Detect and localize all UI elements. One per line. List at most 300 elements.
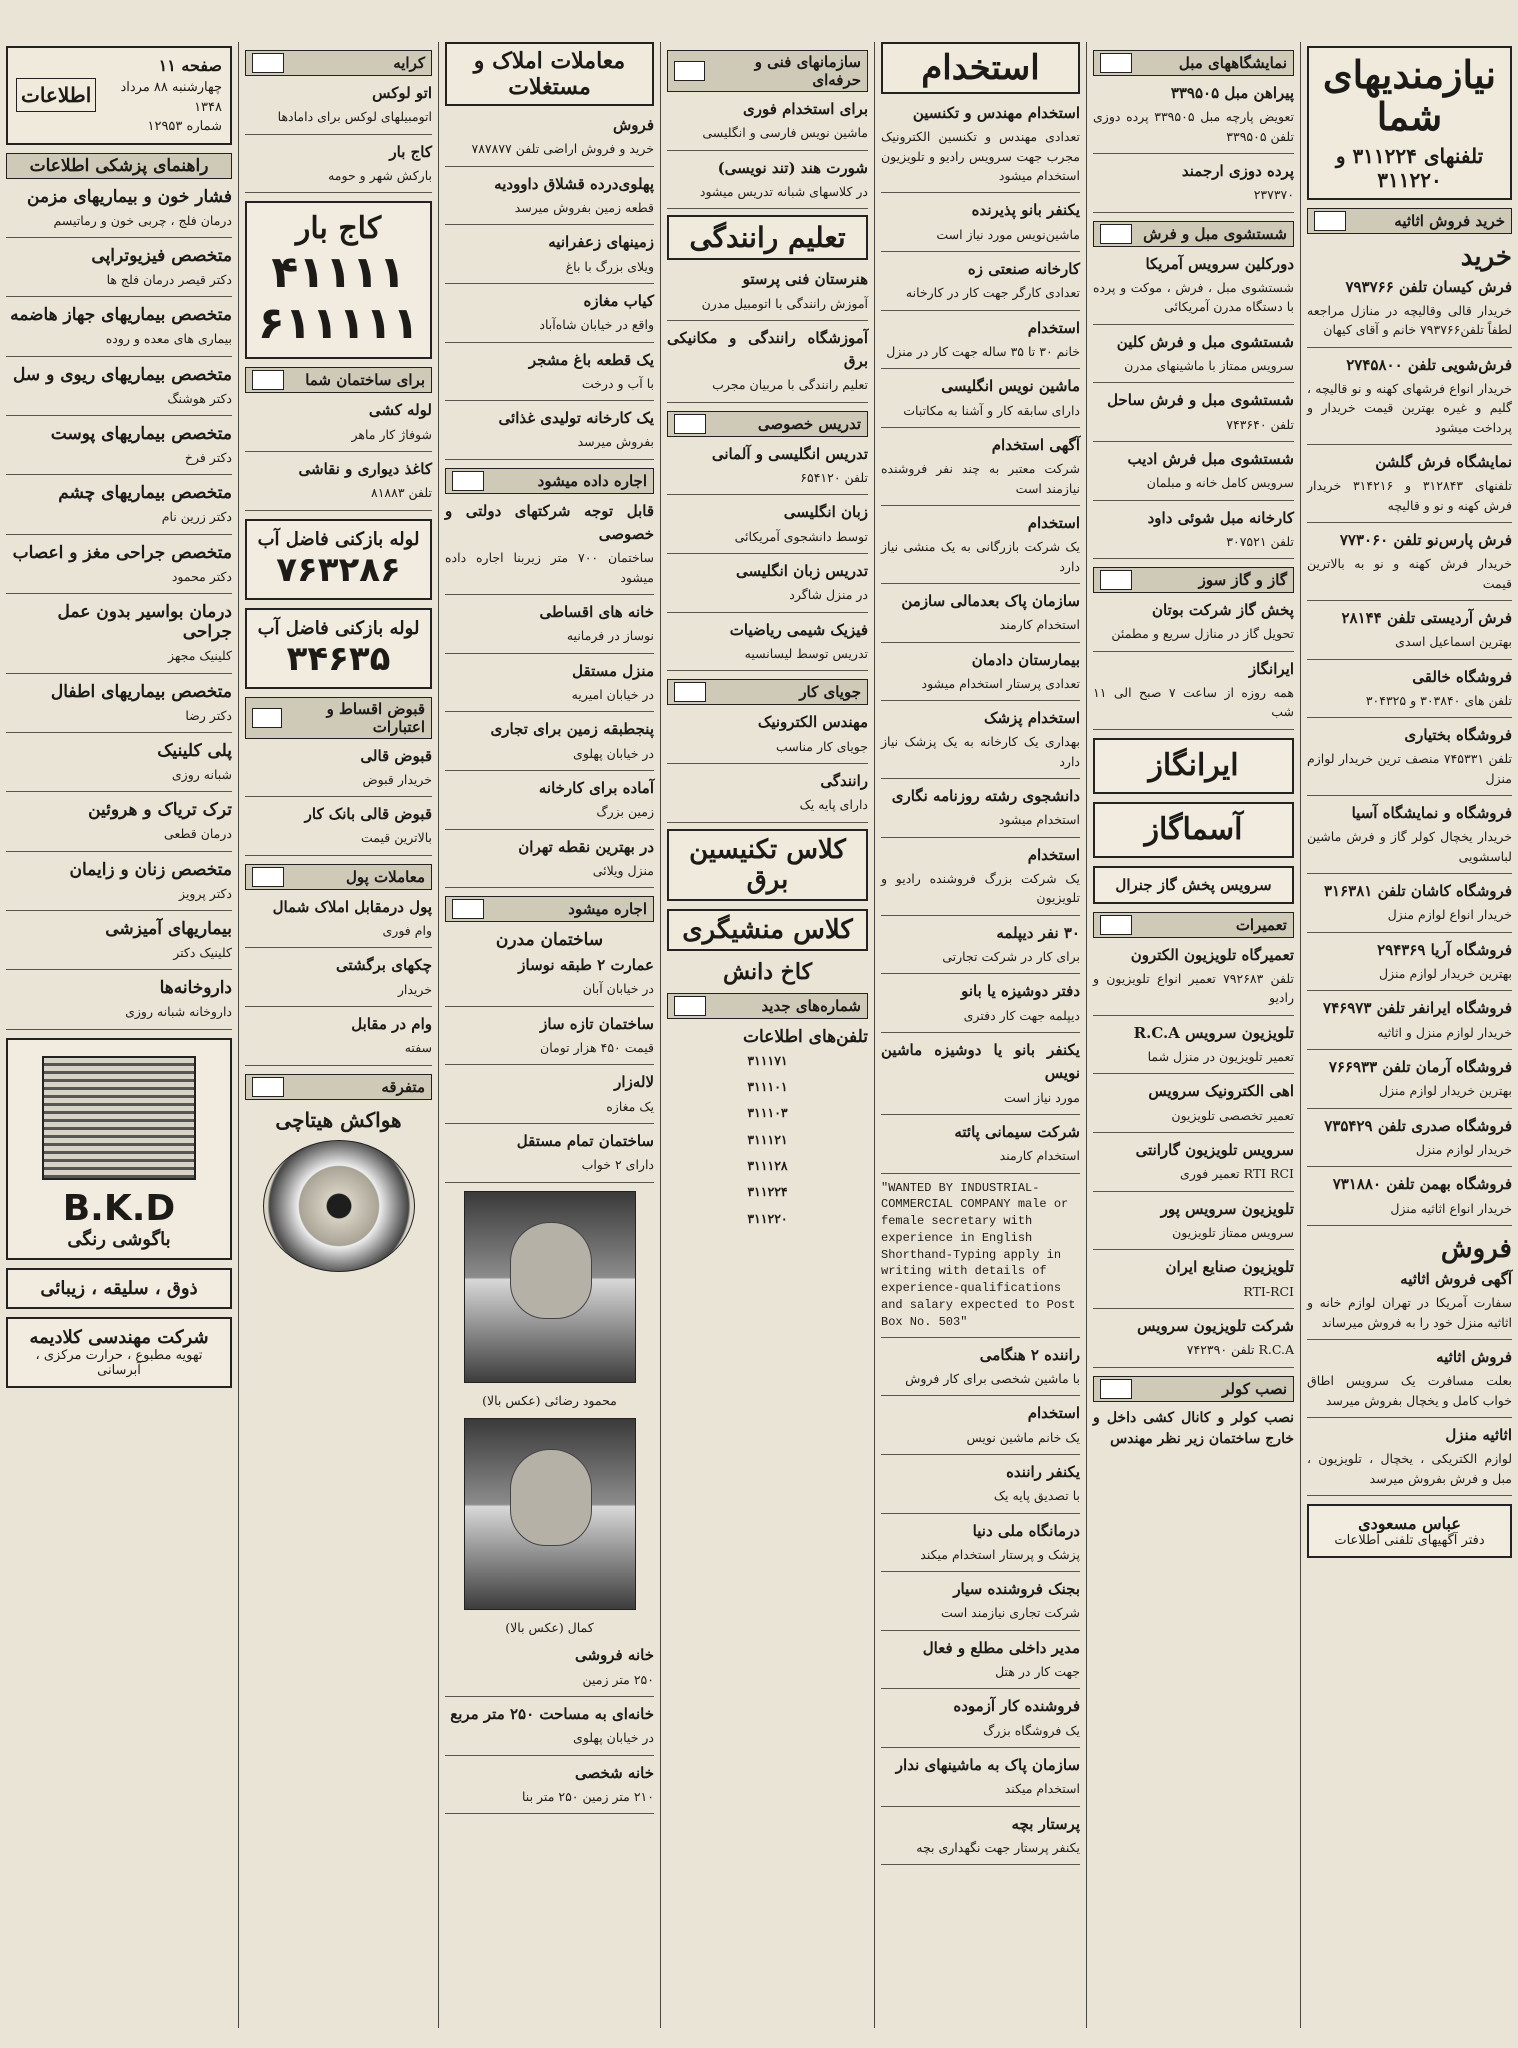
- divider: [881, 778, 1080, 779]
- ad-body: تعمیر تخصصی تلویزیون: [1171, 1107, 1294, 1123]
- divider: [445, 400, 654, 401]
- ribbon-exhibit: [1093, 50, 1294, 76]
- ad-title: فروشگاه بختیاری: [1404, 726, 1512, 745]
- divider: [445, 887, 654, 888]
- ribbon-medical: [6, 153, 232, 179]
- houses-list: [445, 1644, 654, 1814]
- ad-title: قبوض قالی: [360, 746, 432, 765]
- ad-body: یک خانم ماشین نویس: [966, 1429, 1080, 1445]
- ad-title: آموزشگاه رانندگی و مکانیکی برق: [667, 328, 868, 371]
- divider: [445, 829, 654, 830]
- classified-ad: [1307, 1346, 1512, 1410]
- ad-title: نمایشگاه فرش گلشن: [1375, 452, 1512, 471]
- ad-title: شورت هند (تند نویسی): [717, 158, 868, 177]
- divider: [667, 822, 868, 823]
- ad-body: تلفن ۷۹۲۶۸۳ تعمیر انواع تلویزیون و رادیو: [1093, 971, 1294, 1006]
- rent-list: [445, 500, 654, 888]
- ribbon-label: برای ساختمان شما: [305, 371, 425, 390]
- ad-body: در خیابان پهلوی: [573, 1730, 654, 1746]
- ad-body: بارکش شهر و حومه: [328, 167, 432, 183]
- classified-ad: [881, 844, 1080, 908]
- ad-body: استخدام میشود: [998, 812, 1080, 828]
- divider: [445, 459, 654, 460]
- ad-title: یکنفر راننده: [1006, 1462, 1080, 1481]
- ad-body: خریدار یخچال کولر گاز و فرش ماشین لباسشویی: [1307, 829, 1512, 864]
- classified-ad: [881, 1754, 1080, 1799]
- ad-title: دانشجوی رشته روزنامه نگاری: [891, 787, 1080, 806]
- ribbon-label: خرید فروش اثاثیه: [1394, 211, 1505, 230]
- medical-heading: درمان بواسیر بدون عمل جراحی: [57, 602, 232, 643]
- ad-title: استخدام: [1027, 513, 1080, 532]
- ad-body: ۲۵۰ متر زمین: [582, 1671, 654, 1687]
- ad-body: مورد نیاز است: [1003, 1089, 1080, 1105]
- phones-title: تلفن‌های اطلاعات: [743, 1026, 868, 1047]
- employment-list: [881, 102, 1080, 1174]
- ad-title: بجنک فروشنده سیار: [953, 1580, 1080, 1599]
- divider: [6, 969, 232, 970]
- ad-body: سفارت آمریکا در تهران لوازم خانه و اثاثیه منزل خود را به فروش میرساند: [1307, 1295, 1512, 1330]
- divider: [1093, 382, 1294, 383]
- divider: [1093, 153, 1294, 154]
- ribbon-rent: [445, 468, 654, 494]
- zoq-title: ذوق ، سلیقه ، زیبائی: [40, 1277, 198, 1299]
- classified-ad: [881, 102, 1080, 185]
- kaj-phone-2: ۶۱۱۱۱۱: [257, 298, 420, 350]
- divider: [6, 415, 232, 416]
- ad-body: ویلای بزرگ با باغ: [565, 258, 654, 274]
- fan-title: هواکش هیتاچی: [275, 1107, 402, 1132]
- column-rent-money: [238, 42, 438, 2028]
- ad-title: یک کارخانه تولیدی غذائی: [498, 409, 654, 428]
- ad-title: خانه فروشی: [574, 1646, 654, 1665]
- money-icon: [252, 867, 284, 887]
- ad-body: تلفن ۶۵۴۱۲۰: [800, 470, 868, 485]
- ribbon-wash: [1093, 221, 1294, 247]
- ad-body: جویای کار مناسب: [775, 738, 868, 754]
- gas-icon: [1100, 570, 1132, 590]
- classified-ad: [1093, 1256, 1294, 1301]
- face-silhouette: [510, 1222, 592, 1319]
- rent2-list: [445, 954, 654, 1183]
- ad-body: بهداری یک کارخانه به یک پزشک نیاز دارد: [881, 734, 1080, 769]
- medical-text: دکتر فرخ: [184, 450, 232, 465]
- classified-ad: [445, 173, 654, 218]
- phone-number: ۳۱۱۱۲۸: [747, 1158, 788, 1173]
- sell-list: [1307, 1268, 1512, 1496]
- car-icon: [252, 53, 284, 73]
- ribbon-label: شستشوی مبل و فرش: [1143, 224, 1287, 243]
- gear-icon: [674, 61, 705, 81]
- ad-title: اثاثیه منزل: [1445, 1425, 1512, 1444]
- ad-body: تعلیم رانندگی با مربیان مجرب: [712, 377, 868, 393]
- ad-title: فرش پارس‌نو تلفن ۷۷۳۰۶۰: [1339, 530, 1512, 549]
- divider: [445, 283, 654, 284]
- ad-title: استخدام: [1027, 318, 1080, 337]
- divider: [881, 192, 1080, 193]
- page-issue: شماره ۱۲۹۵۳: [147, 119, 222, 134]
- ad-title: منزل مستقل: [572, 661, 654, 680]
- box-text: دفتر آگهیهای تلفنی اطلاعات: [1334, 1532, 1485, 1548]
- medical-heading: متخصص بیماریهای پوست: [50, 424, 232, 444]
- house-icon: [452, 471, 484, 491]
- ad-body: سرویس ممتاز تلویزیون: [1172, 1224, 1294, 1240]
- divider: [667, 670, 868, 671]
- ribbon-gas: [1093, 567, 1294, 593]
- ad-body: تلفن ۷۴۵۳۳۱ منصف ترین خریدار لوازم منزل: [1307, 751, 1512, 786]
- classified-ad: [245, 82, 432, 127]
- ad-title: شستشوی مبل و فرش کلین: [1116, 332, 1294, 351]
- divider: [6, 534, 232, 535]
- divider: [245, 510, 432, 511]
- phone-number: ۳۱۱۲۲۴: [747, 1184, 788, 1200]
- phone-list: [667, 1051, 868, 1229]
- ad-body: اتومبیلهای لوکس برای دامادها: [277, 109, 432, 125]
- ad-body: بهترین اسماعیل اسدی: [1395, 634, 1512, 650]
- ad-title: تلویزیون سرویس R.C.A: [1133, 1023, 1294, 1042]
- ad-body: خرید و فروش اراضی تلفن ۷۸۷۸۷۷: [471, 141, 654, 157]
- classified-ad: [445, 1130, 654, 1175]
- ad-body: سرویس کامل خانه و مبلمان: [1146, 475, 1294, 491]
- divider: [1307, 659, 1512, 660]
- box-title: عباس مسعودی: [1358, 1513, 1461, 1533]
- ad-body: نوساز در فرمانیه: [566, 628, 654, 644]
- classified-ad: [667, 619, 868, 664]
- classified-ad: [245, 458, 432, 503]
- real-estate-banner: معاملات املاک و مستغلات: [445, 42, 654, 106]
- ad-body: لوازم الکتریکی ، یخچال ، تلویزیون ، مبل و فرش بفروش میرسد: [1307, 1451, 1512, 1486]
- ribbon-label: راهنمای پزشکی اطلاعات: [29, 155, 209, 176]
- ad-title: سرویس تلویزیون گارانتی: [1135, 1141, 1294, 1159]
- ad-title: شستشوی مبل فرش ادیب: [1127, 449, 1294, 468]
- divider: [445, 342, 654, 343]
- divider: [6, 474, 232, 475]
- sec-class-banner: کلاس منشیگری: [667, 909, 868, 951]
- misc-icon: [252, 1077, 284, 1097]
- ad-box-masoudi: [1307, 1504, 1512, 1558]
- ad-title: دفتر دوشیزه یا بانو: [961, 982, 1080, 1001]
- tech-class-banner: کلاس تکنیسین برق: [667, 829, 868, 901]
- divider: [6, 910, 232, 911]
- ad-title: فروشگاه ایرانفر تلفن ۷۴۶۹۷۳: [1323, 999, 1512, 1018]
- cooler-ad: نصب کولر و کانال کشی داخل و خارج ساختمان زیر نظر مهندس: [1093, 1409, 1294, 1448]
- ad-title: یک قطعه باغ مشجر: [528, 350, 654, 369]
- ad-body: تعویض پارچه مبل ۳۳۹۵۰۵ پرده دوزی تلفن ۳۳۹۵۰۵: [1093, 109, 1294, 144]
- ad-title: فروشنده کار آزموده: [953, 1697, 1080, 1716]
- divider: [881, 1571, 1080, 1572]
- ad-bkd: [6, 1038, 232, 1260]
- ad-title: شستشوی مبل و فرش ساحل: [1107, 391, 1294, 410]
- ribbon-rentcar: [245, 50, 432, 76]
- ad-title: آماده برای کارخانه: [538, 778, 654, 797]
- divider: [881, 1806, 1080, 1807]
- classified-ad: [881, 434, 1080, 498]
- ad-title: تعمیرگاه تلویزیون الکترون: [1130, 945, 1294, 964]
- ad-body: شوفاژ کار ماهر: [351, 426, 432, 442]
- divider: [1093, 441, 1294, 442]
- ribbon-label: قبوض اقساط و اعتبارات: [326, 699, 425, 736]
- classified-ad: [881, 1637, 1080, 1682]
- divider: [881, 1032, 1080, 1033]
- ad-body: یک شرکت بازرگانی به یک منشی نیاز دارد: [881, 539, 1080, 574]
- ad-body: استخدام کارمند: [999, 1148, 1080, 1164]
- kaladime-text: تهویه مطبوع ، حرارت مرکزی ، آبرسانی: [35, 1347, 203, 1378]
- medical-text: دکتر هوشنگ: [167, 390, 232, 406]
- classified-ad: [245, 1013, 432, 1058]
- divider: [881, 368, 1080, 369]
- classified-ad: [445, 836, 654, 881]
- divider: [6, 851, 232, 852]
- divider: [245, 855, 432, 856]
- classified-ad: [881, 1695, 1080, 1740]
- ad-body: تلفن های ۳۰۳۸۴۰ و ۳۰۴۳۲۵: [1365, 692, 1512, 708]
- classified-ad: [667, 327, 868, 395]
- divider: [445, 1123, 654, 1124]
- divider: [245, 947, 432, 948]
- buy-list: [1307, 276, 1512, 1226]
- ad-title: سازمان پاک به ماشینهای ندار: [895, 1756, 1080, 1775]
- ad-title: یکنفر بانو پذیرنده: [971, 201, 1080, 220]
- divider: [1307, 1166, 1512, 1167]
- ad-title: لاله‌زار: [614, 1073, 654, 1092]
- ad-body: خریدار انواع اثاثیه منزل: [1390, 1200, 1512, 1216]
- classified-ad: [881, 1344, 1080, 1389]
- divider: [445, 1696, 654, 1697]
- classified-ad: [881, 707, 1080, 771]
- ad-body: RTI RCI تعمیر فوری: [1180, 1166, 1294, 1182]
- classified-ad: [1307, 880, 1512, 925]
- classified-ad: [881, 512, 1080, 576]
- ad-title: آگهی استخدام: [991, 435, 1080, 454]
- ad-body: یکنفر پرستار جهت نگهداری بچه: [916, 1839, 1080, 1855]
- fan-icon: [263, 1140, 415, 1272]
- ad-body: سفته: [404, 1040, 432, 1056]
- ad-title: پرده دوزی ارجمند: [1181, 162, 1294, 180]
- divider: [881, 1630, 1080, 1631]
- divider: [1093, 651, 1294, 652]
- medical-text: دکتر پرویز: [179, 885, 232, 901]
- fazelab-title: لوله بازکنی فاضل آب: [257, 617, 420, 639]
- divider: [881, 1864, 1080, 1865]
- divider: [6, 237, 232, 238]
- buy-heading: خرید: [1460, 241, 1512, 272]
- classified-ad: [1307, 1115, 1512, 1160]
- classified-ad: [881, 1813, 1080, 1858]
- divider: [1307, 1339, 1512, 1340]
- ad-title: درمانگاه ملی دنیا: [972, 1521, 1080, 1540]
- divider: [6, 673, 232, 674]
- ad-body: خانم ۳۰ تا ۳۵ ساله جهت کار در منزل: [886, 343, 1080, 359]
- medical-heading: متخصص زنان و زایمان: [69, 859, 232, 880]
- ad-general-gas: [1093, 866, 1294, 904]
- receipt-icon: [252, 708, 282, 728]
- ad-body: در کلاسهای شبانه تدریس میشود: [699, 183, 868, 199]
- sell-heading: فروش: [1440, 1233, 1512, 1264]
- classified-ad: [881, 980, 1080, 1025]
- column-education: [660, 42, 874, 2028]
- ad-body: بهترین خریدار لوازم منزل: [1379, 966, 1512, 982]
- ad-body: ۲۳۷۳۷۰: [1253, 187, 1294, 203]
- column-employment: [874, 42, 1086, 2028]
- medical-text: دکتر محمود: [171, 568, 232, 584]
- general-title: سرویس پخش گاز جنرال: [1115, 875, 1272, 894]
- ad-body: وام فوری: [382, 923, 432, 938]
- divider: [881, 1337, 1080, 1338]
- classified-ad: [1307, 607, 1512, 652]
- divider: [6, 1029, 232, 1030]
- ad-zoq: [6, 1268, 232, 1309]
- ad-title: پخش گاز شرکت بوتان: [1151, 601, 1294, 620]
- classified-ad: [1093, 507, 1294, 552]
- classified-ad: [1093, 658, 1294, 722]
- medical-text: دکتر رضا: [185, 707, 232, 723]
- ad-title: هنرستان فنی پرستو: [742, 270, 868, 289]
- classified-ad: [881, 1461, 1080, 1506]
- ribbon-label: تعمیرات: [1235, 915, 1287, 934]
- ad-title: برای استخدام فوری: [743, 100, 868, 118]
- key-icon: [452, 899, 484, 919]
- medical-heading: متخصص بیماریهای جهاز هاضمه: [10, 305, 232, 326]
- ad-title: فروشگاه آرمان تلفن ۷۶۶۹۳۳: [1328, 1058, 1512, 1077]
- classified-ad: [881, 1520, 1080, 1565]
- ad-body: خریدار لوازم منزل: [1415, 1141, 1512, 1157]
- ad-title: فروشگاه صدری تلفن ۷۳۵۴۲۹: [1324, 1116, 1512, 1135]
- classified-ad: [1307, 451, 1512, 515]
- intercom-icon: [42, 1056, 196, 1180]
- ribbon-building: [245, 367, 432, 393]
- employment2-list: [881, 1344, 1080, 1866]
- ad-kaj-bar: [245, 201, 432, 359]
- classified-ad: [1093, 1022, 1294, 1067]
- ribbon-money: [245, 864, 432, 890]
- ribbon-label: نمایشگاههای مبل: [1178, 54, 1287, 72]
- divider: [445, 166, 654, 167]
- ribbon-label: اجاره میشود: [568, 900, 647, 919]
- classified-ad: [1093, 160, 1294, 205]
- ad-body: تعمیر تلویزیون در منزل شما: [1147, 1049, 1294, 1064]
- ad-body: شستشوی مبل ، فرش ، موکت و پرده با دستگاه مدرن آمریکائی: [1093, 279, 1294, 315]
- divider: [881, 1454, 1080, 1455]
- classified-ad: [881, 199, 1080, 244]
- classified-ad: [1307, 1056, 1512, 1101]
- divider: [667, 612, 868, 613]
- furniture-icon: [1314, 211, 1346, 231]
- divider: [881, 1747, 1080, 1748]
- classified-ad: [445, 349, 654, 394]
- ad-body: ۲۱۰ متر زمین ۲۵۰ متر بنا: [522, 1788, 654, 1804]
- divider: [445, 1182, 654, 1183]
- photo-person-2: [464, 1418, 636, 1610]
- divider: [881, 1114, 1080, 1115]
- divider: [881, 583, 1080, 584]
- medical-heading: ترک تریاک و هروئین: [88, 800, 232, 821]
- divider: [1093, 1249, 1294, 1250]
- ad-body: واقع در خیابان شاه‌آباد: [539, 317, 654, 333]
- ad-body: ماشین نویس فارسی و انگلیسی: [702, 125, 868, 141]
- ad-title: اهی الکترونیک سرویس: [1148, 1082, 1294, 1101]
- classified-ad: [245, 745, 432, 790]
- divider: [1307, 347, 1512, 348]
- ad-body: پزشک و پرستار استخدام میکند: [920, 1546, 1080, 1562]
- divider: [881, 915, 1080, 916]
- divider: [1307, 1049, 1512, 1050]
- kaj-phone-1: ۴۱۱۱۱: [271, 247, 406, 299]
- ad-body: بالاترین قیمت: [360, 830, 432, 846]
- phone-number: ۳۱۱۱۲۱: [747, 1131, 788, 1147]
- ad-body: دیپلمه جهت کار دفتری: [963, 1007, 1080, 1023]
- medical-heading: پلی کلینیک: [157, 740, 232, 761]
- ad-title: استخدام پزشک: [984, 709, 1080, 728]
- phone-icon: [674, 996, 706, 1016]
- ad-title: زبان انگلیسی: [783, 503, 868, 522]
- ad-body: در خیابان آبان: [582, 981, 654, 997]
- divider: [245, 451, 432, 452]
- column-real-estate: [438, 42, 660, 2028]
- classified-ad: [881, 649, 1080, 694]
- classified-ad: [245, 896, 432, 941]
- ad-title: فرش‌شویی تلفن ۲۷۴۵۸۰۰: [1346, 355, 1512, 374]
- classified-ad: [1307, 354, 1512, 437]
- ad-title: تلویزیون صنایع ایران: [1165, 1258, 1294, 1277]
- ad-title: زمینهای زعفرانیه: [548, 233, 654, 252]
- classified-ad: [445, 500, 654, 587]
- ribbon-credit: [245, 697, 432, 739]
- repair-list: [1093, 944, 1294, 1368]
- divider: [1307, 1495, 1512, 1496]
- divider: [1307, 990, 1512, 991]
- phone-number: ۳۱۱۱۰۳: [747, 1105, 788, 1121]
- classified-ad: [667, 98, 868, 143]
- ad-body: RTI-RCI: [1243, 1283, 1294, 1299]
- ad-title: لوله کشی: [368, 401, 432, 420]
- book-icon: [674, 414, 706, 434]
- divider: [881, 251, 1080, 252]
- ribbon-rent2: [445, 896, 654, 922]
- ad-title: پیراهن مبل ۳۳۹۵۰۵: [1170, 84, 1294, 102]
- ad-title: راننده ۲ هنگامی: [979, 1345, 1080, 1364]
- phone-number: ۳۱۱۱۰۱: [747, 1078, 788, 1094]
- classified-ad: [1093, 389, 1294, 434]
- ad-title: وام در مقابل: [351, 1015, 432, 1033]
- phone-number: ۳۱۱۲۲۰: [747, 1210, 788, 1226]
- divider: [881, 1688, 1080, 1689]
- classified-ad: [445, 1762, 654, 1807]
- ad-title: استخدام: [1027, 1404, 1080, 1423]
- divider: [881, 837, 1080, 838]
- classified-ad: [1093, 944, 1294, 1008]
- classified-ad: [1307, 939, 1512, 984]
- divider: [1093, 558, 1294, 559]
- divider: [6, 593, 232, 594]
- divider: [667, 150, 868, 151]
- ad-body: بفروش میرسد: [577, 434, 654, 450]
- classified-ad: [245, 803, 432, 848]
- ribbon-label: گاز و گاز سوز: [1198, 571, 1287, 590]
- ad-body: تعدادی مهندس و تکنسین الکترونیک مجرب جهت سرویس رادیو و تلویزیون استخدام میشود: [881, 129, 1080, 183]
- ribbon-label: کرایه: [393, 54, 425, 72]
- ad-body: شرکت معتبر به چند نفر فروشنده نیازمند است: [881, 461, 1080, 496]
- ad-body: تعدادی کارگر جهت کار در کارخانه: [905, 285, 1080, 301]
- ad-body: دارای پایه یک: [799, 797, 868, 813]
- ad-body: یک فروشگاه بزرگ: [983, 1722, 1080, 1738]
- ad-fazelab-2: [245, 608, 432, 689]
- divider: [881, 973, 1080, 974]
- column-medical: [0, 42, 238, 2028]
- ad-body: تلفن ۸۱۸۸۳: [370, 485, 432, 501]
- sofa-icon: [1100, 53, 1132, 73]
- classified-ad: [445, 407, 654, 452]
- ad-body: سرویس ممتاز با ماشینهای مدرن: [1124, 357, 1294, 373]
- ad-title: ساختمان تازه ساز: [540, 1014, 654, 1033]
